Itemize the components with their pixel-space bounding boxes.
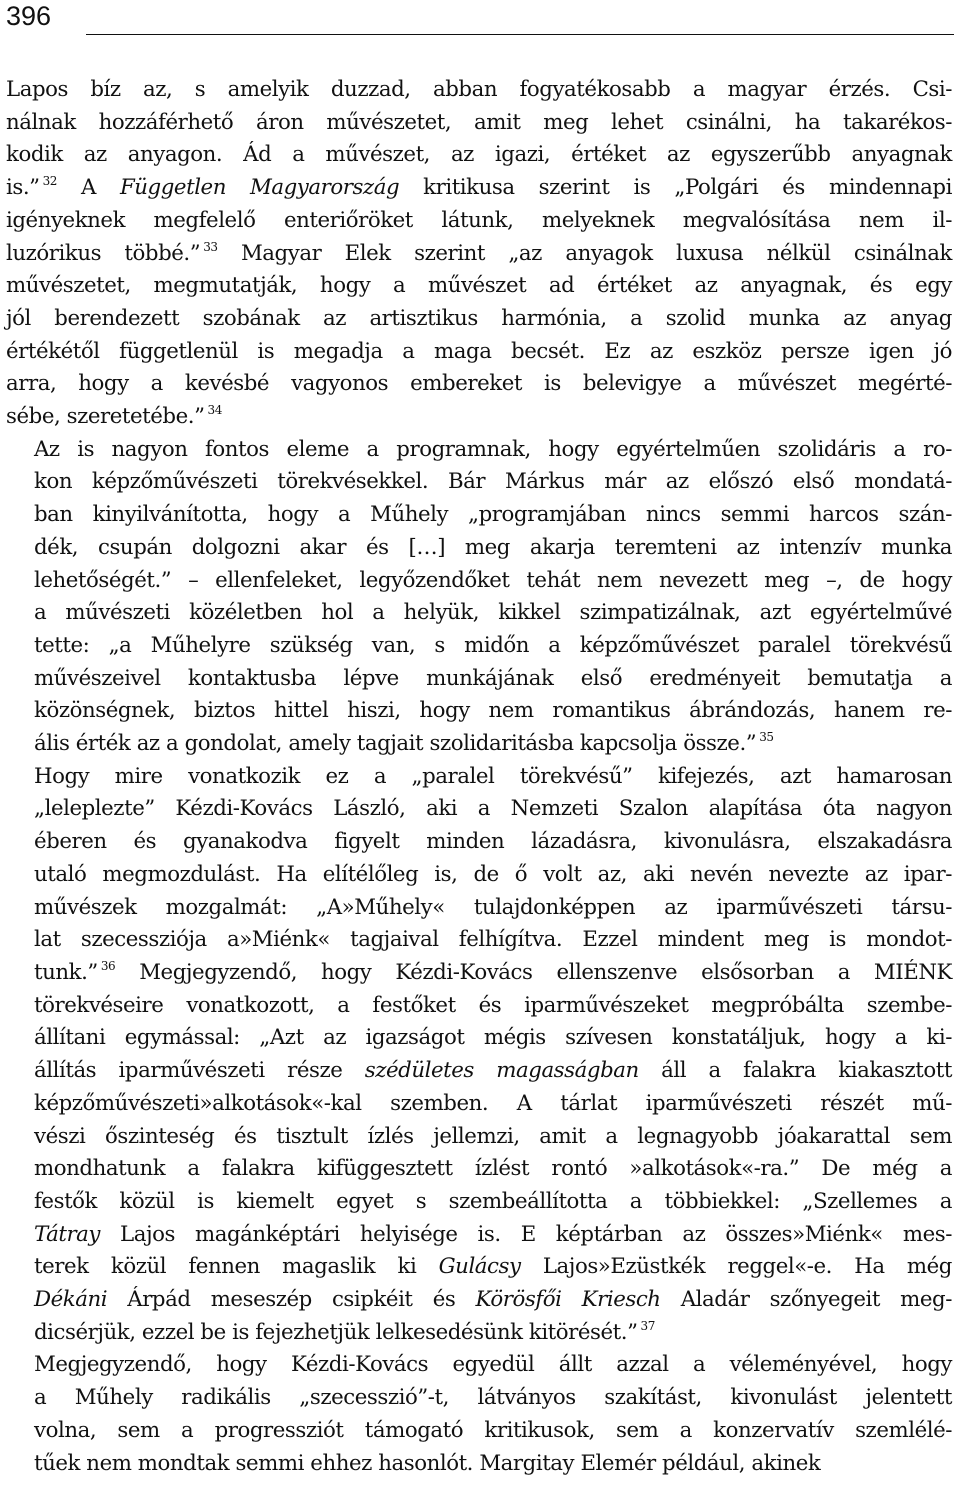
footnote-ref: 36 [100,958,116,973]
text-line: is.” $^{32}$ A Független Magyarország kritikusa szerint is „Polgári és mindennapi [6,174,952,201]
text-line: a művészeti közéletben hol a helyük, kikkel szimpatizálnak, azt egyértelművé [34,600,952,626]
text-line: Tátray Lajos magánképtári helyisége is. E képtárban az összes»Miénk« mes- [34,1221,952,1247]
paragraph [6,74,952,434]
text-line: törekvéseire vonatkozott, a festőket és iparművészeket megpróbálta szembe- [34,992,952,1018]
paragraph [6,761,952,1350]
italic-text: Tátray [34,1221,101,1247]
text-line: lehetőségét.” – ellenfeleket, legyőzendőket tehát nem nevezett meg –, de hogy [34,567,952,593]
text-line: luzórikus többé.” $^{33}$ Magyar Elek szerint „az anyagok luxusa nélkül csinálnak [6,239,953,266]
text-line: jól berendezett szobának az artisztikus harmónia, a szolid munka az anyag [6,305,952,331]
text-line: állítani egymással: „Azt az igazságot mégis szívesen konstatáljuk, hogy a ki- [34,1025,952,1051]
text-line: kon képzőművészeti törekvésekkel. Bár Márkus már az előszó első mondatá- [34,469,952,495]
text-line: arra, hogy a kevésbé vagyonos embereket is belevigye a művészet megérté- [6,371,952,397]
paragraph [6,1349,952,1480]
text-line: Megjegyzendő, hogy Kézdi-Kovács egyedül állt azzal a véleményével, hogy [34,1352,952,1378]
text-line: közönségnek, biztos hittel hiszi, hogy nem romantikus ábrándozás, hanem re- [34,698,952,724]
text-line: mondhatunk a falakra kifüggesztett ízlést rontó »alkotások«-ra.” De még a [34,1156,952,1182]
footnote-ref: 34 [207,403,222,418]
text-line: állítás iparművészeti része szédületes magasságban áll a falakra kiakasztott [34,1058,952,1084]
italic-text: Független Magyarország [119,175,400,201]
text-line: éberen és gyanakodva figyelt minden lázadásra, kivonulásra, elszakadásra [34,829,952,855]
text-line: sébe, szeretetébe.” $^{34}$ [6,403,222,430]
text-line: kodik az anyagon. Ád a művészet, az igazi, értéket az egyszerűbb anyagnak [6,142,952,168]
text-line: dicsérjük, ezzel be is fejezhetjük lelkesedésünk kitörését.” $^{37}$ [34,1318,655,1345]
text-line: ális érték az a gondolat, amely tagjait szolidaritásba kapcsolja össze.” $^{35}$ [34,730,774,757]
text-line: volna, sem a progressziót támogató kritikusok, sem a konzervatív szemlélé- [34,1417,952,1443]
text-line: vészi őszinteség és tisztult ízlés jellemzi, amit a legnagyobb jóakarattal sem [34,1123,952,1149]
italic-text: Gulácsy [438,1254,521,1280]
text-line: nálnak hozzáférhető áron művészetet, amit meg lehet csinálni, ha takarékos- [6,109,952,135]
text-line: terek közül fennen magaslik ki Gulácsy Lajos»Ezüstkék reggel«-e. Ha még [34,1254,952,1280]
text-line: képzőművészeti»alkotások«-kal szemben. A tárlat iparművészeti részét mű- [34,1090,952,1116]
paragraph [6,434,952,761]
text-line: Hogy mire vonatkozik ez a „paralel törekvésű” kifejezés, azt hamarosan [34,763,952,789]
text-line: tunk.” $^{36}$ Megjegyzendő, hogy Kézdi-Kovács ellenszenve elsősorban a MIÉNK [34,958,952,985]
text-line: ban kinyilvánította, hogy a Műhely „programjában nincs semmi harcos szán- [34,502,952,528]
text-line: tűek nem mondtak semmi ehhez hasonlót. Margitay Elemér például, akinek [34,1450,821,1476]
body-text [6,74,952,1480]
text-line: művészek mozgalmát: „A»Műhely« tulajdonképpen az iparművészeti társu- [34,894,952,920]
text-line: Az is nagyon fontos eleme a programnak, hogy egyértelműen szolidáris a ro- [34,436,952,462]
italic-text: szédületes magasságban [364,1058,639,1084]
text-line: festők közül is kiemelt egyet s szembeállította a többiekkel: „Szellemes a [34,1188,952,1214]
text-line: igényeknek megfelelő enteriőröket látunk, melyeknek megvalósítása nem il- [6,207,952,233]
text-line: Dékáni Árpád meseszép csipkéit és Körösfői Kriesch Aladár szőnyegeit meg- [34,1287,952,1313]
text-line: művészeivel kontaktusba lépve munkájának első eredményeit bemutatja a [34,665,952,691]
text-line: „leleplezte” Kézdi-Kovács László, aki a Nemzeti Szalon alapítása óta nagyon [34,796,952,822]
text-line: művészetet, megmutatják, hogy a művészet ad értéket az anyagnak, és egy [6,273,952,299]
text-line: a Műhely radikális „szecesszió”-t, látványos szakítást, kivonulást jelentett [34,1385,952,1411]
text-line: dék, csupán dolgozni akar és […] meg akarja teremteni az intenzív munka [34,534,952,560]
footnote-ref: 37 [640,1318,655,1333]
text-line: lat szecessziója a»Miénk« tagjaival felhígítva. Ezzel mindent meg is mondot- [34,927,952,953]
italic-text: Dékáni [34,1287,108,1313]
italic-text: Körösfői Kriesch [475,1287,661,1313]
text-line: tette: „a Műhelyre szükség van, s midőn a képzőművészet paralel törekvésű [34,632,952,658]
footnote-ref: 32 [42,174,57,189]
text-line: utaló megmozdulást. Ha elítélőleg is, de ő volt az, aki nevén nevezte az ipar- [34,861,952,887]
header-rule [86,34,954,35]
text-line: Lapos bíz az, s amelyik duzzad, abban fogyatékosabb a magyar érzés. Csi- [6,77,952,102]
footnote-ref: 33 [203,239,218,254]
footnote-ref: 35 [759,730,774,745]
page-number: 396 [6,1,52,31]
text-line: értékétől függetlenül is megadja a maga becsét. Ez az eszköz persze igen jó [6,338,952,364]
